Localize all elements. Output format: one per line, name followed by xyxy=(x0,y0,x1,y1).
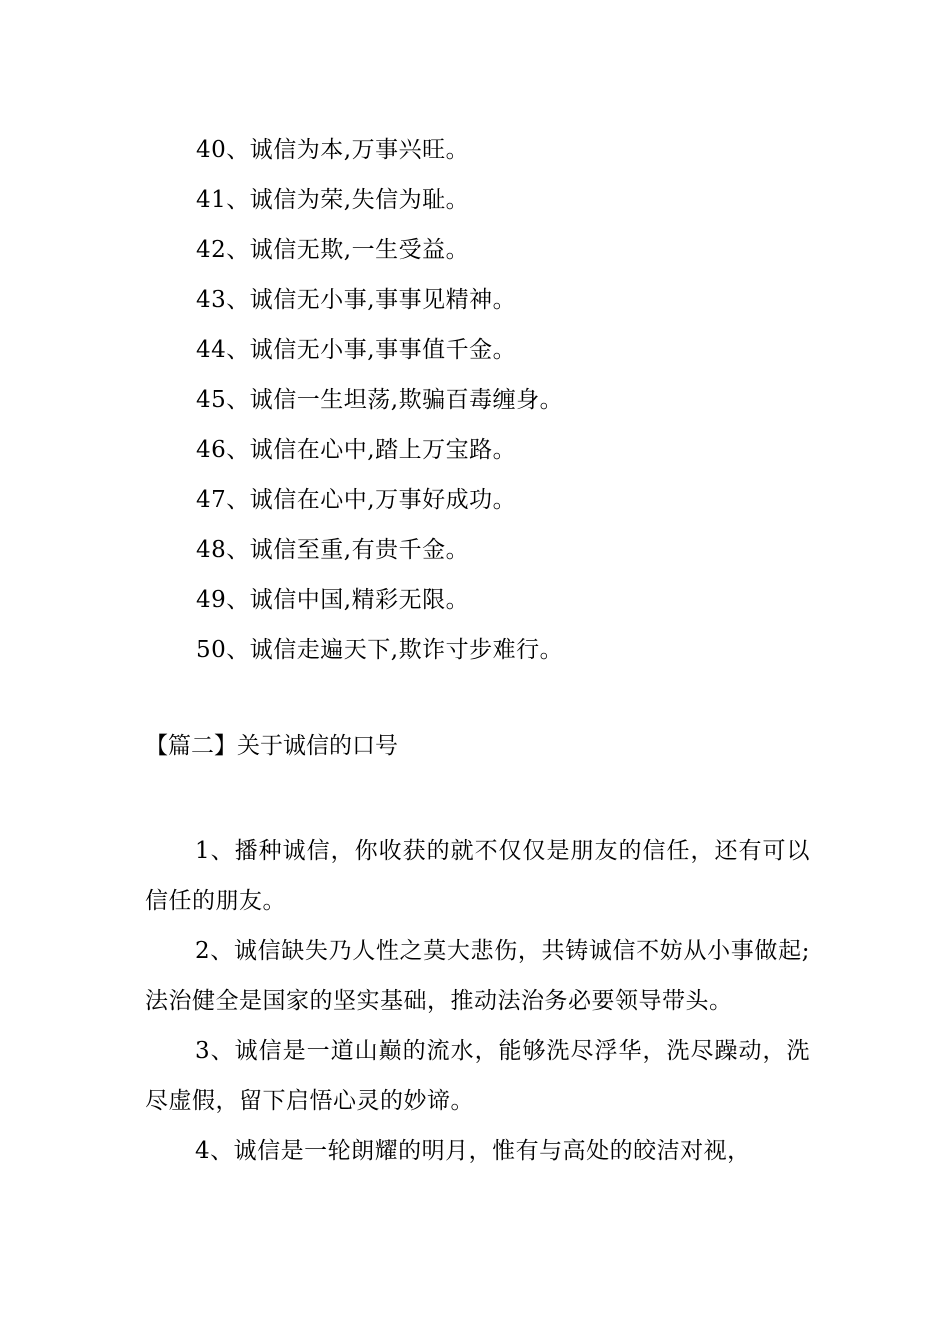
list-item: 48、诚信至重,有贵千金。 xyxy=(196,537,470,563)
list-item: 40、诚信为本,万事兴旺。 xyxy=(196,137,470,163)
list-item: 44、诚信无小事,事事值千金。 xyxy=(196,337,517,363)
list-item: 45、诚信一生坦荡,欺骗百毒缠身。 xyxy=(196,387,564,413)
paragraph: 2、诚信缺失乃人性之莫大悲伤，共铸诚信不妨从小事做起;法治健全是国家的坚实基础，推动法治务必要领导带头。 xyxy=(145,938,810,1014)
list-item: 42、诚信无欺,一生受益。 xyxy=(196,237,470,263)
slogan-list xyxy=(196,130,563,680)
section-title: 【篇二】关于诚信的口号 xyxy=(145,733,398,759)
list-item: 47、诚信在心中,万事好成功。 xyxy=(196,487,517,513)
paragraph: 4、诚信是一轮朗耀的明月，惟有与高处的皎洁对视， xyxy=(195,1138,751,1164)
paragraph-block xyxy=(145,826,810,1176)
list-item: 49、诚信中国,精彩无限。 xyxy=(196,587,470,613)
paragraph: 1、播种诚信，你收获的就不仅仅是朋友的信任，还有可以信任的朋友。 xyxy=(145,838,810,914)
list-item: 41、诚信为荣,失信为耻。 xyxy=(196,187,470,213)
list-item: 43、诚信无小事,事事见精神。 xyxy=(196,287,517,313)
list-item: 46、诚信在心中,踏上万宝路。 xyxy=(196,437,517,463)
list-item: 50、诚信走遍天下,欺诈寸步难行。 xyxy=(196,637,564,663)
paragraph: 3、诚信是一道山巅的流水，能够洗尽浮华，洗尽躁动，洗尽虚假，留下启悟心灵的妙谛。 xyxy=(145,1038,810,1114)
